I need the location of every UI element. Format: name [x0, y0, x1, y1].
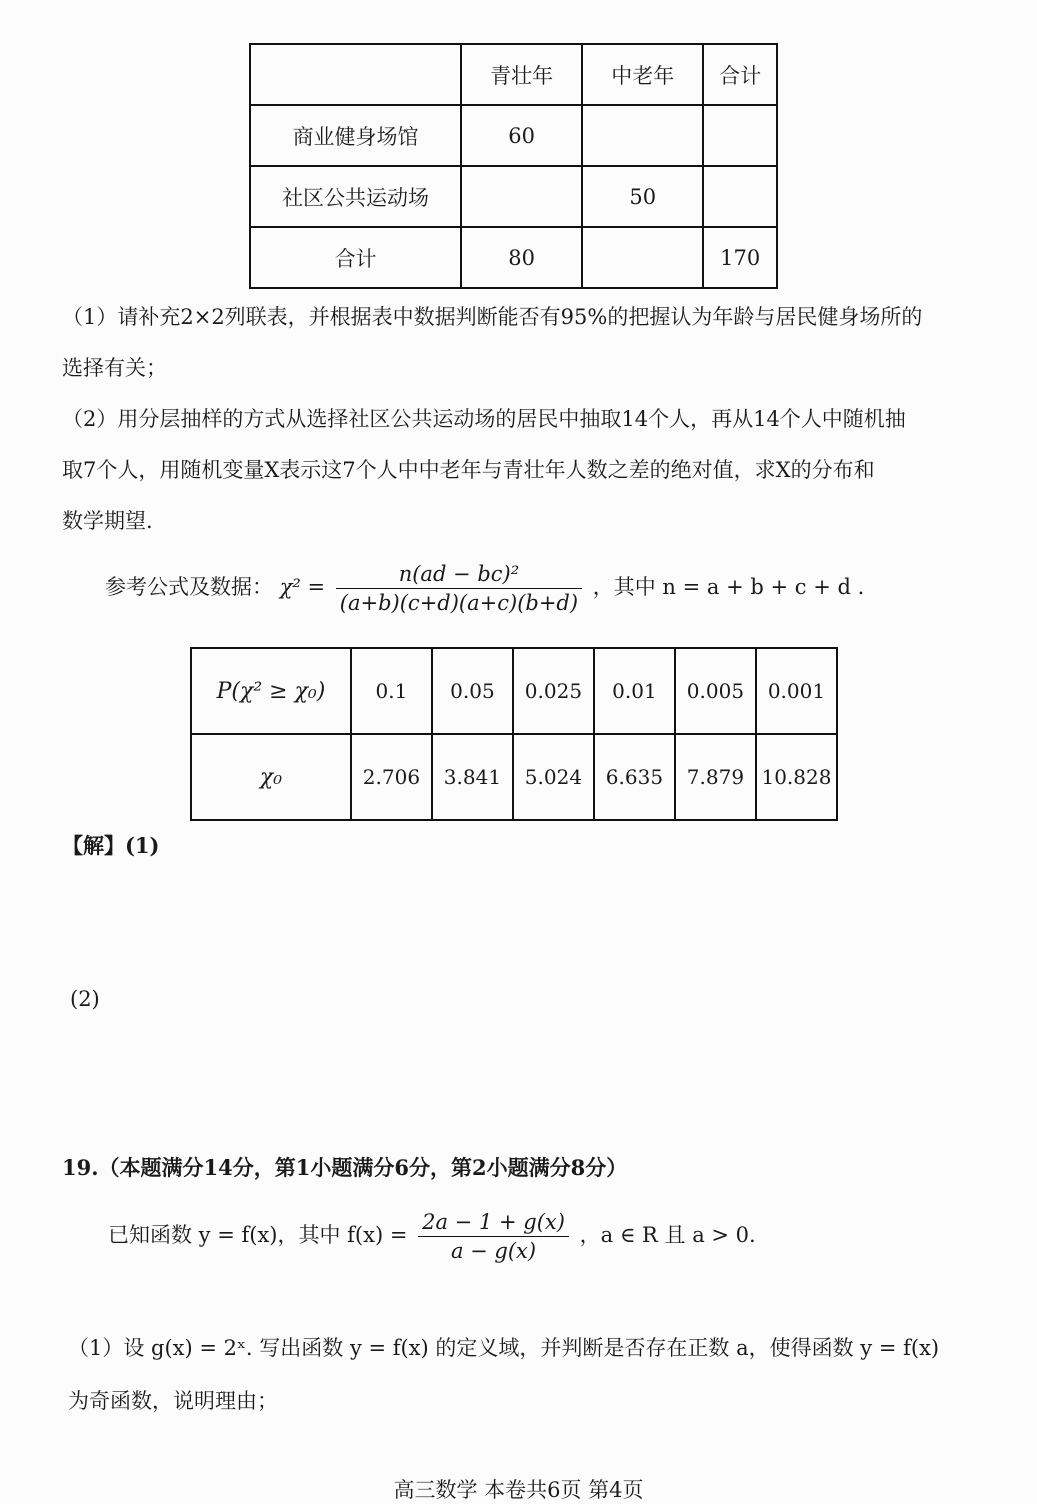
table-cell: 社区公共运动场	[250, 166, 461, 227]
table-row	[250, 166, 777, 227]
table-row	[250, 227, 777, 288]
table-cell: 6.635	[594, 734, 675, 820]
table-row	[191, 648, 837, 734]
table-cell: 0.001	[756, 648, 837, 734]
table-cell: 0.1	[351, 648, 432, 734]
function-suffix: ，a ∈ R 且 a > 0.	[579, 1223, 756, 1247]
table-cell	[582, 227, 703, 288]
table-cell	[582, 105, 703, 166]
table-cell	[461, 166, 582, 227]
question-19-part-1: （1）设 g(x) = 2ˣ. 写出函数 y = f(x) 的定义域，并判断是否存在正数 a，使得函数 y = f(x)	[68, 1336, 940, 1360]
table-header-row	[250, 44, 777, 105]
fraction-denominator: a − g(x)	[418, 1236, 569, 1263]
fraction-numerator: 2a − 1 + g(x)	[422, 1210, 565, 1234]
chi-square-fraction	[336, 562, 582, 615]
question-19-title: 19.（本题满分14分，第1小题满分6分，第2小题满分8分）	[62, 1155, 628, 1180]
chi-square-table	[190, 647, 838, 821]
table-cell: 2.706	[351, 734, 432, 820]
formula-lhs: χ² =	[279, 575, 326, 599]
table-cell: 7.879	[675, 734, 756, 820]
fraction-numerator: n(ad − bc)²	[398, 562, 520, 586]
table-cell: 60	[461, 105, 582, 166]
contingency-table	[249, 43, 778, 289]
function-definition	[108, 1210, 756, 1280]
table-row	[250, 105, 777, 166]
page-footer: 高三数学 本卷共6页 第4页	[393, 1478, 644, 1502]
table-cell	[703, 105, 777, 166]
fraction-denominator: (a+b)(c+d)(a+c)(b+d)	[336, 588, 582, 615]
reference-formula	[105, 562, 864, 632]
question-19-part-1-cont: 为奇函数，说明理由；	[68, 1389, 278, 1413]
table-cell: 合计	[250, 227, 461, 288]
question-1-text: （1）请补充2×2列联表，并根据表中数据判断能否有95%的把握认为年龄与居民健身场所的	[62, 305, 923, 329]
question-2-text: （2）用分层抽样的方式从选择社区公共运动场的居民中抽取14个人，再从14个人中随机抽	[62, 407, 906, 431]
table-cell: 商业健身场馆	[250, 105, 461, 166]
question-2-text-end: 数学期望.	[62, 509, 153, 533]
table-cell: 0.005	[675, 648, 756, 734]
formula-suffix: ，其中 n = a + b + c + d .	[592, 575, 865, 599]
solution-label-1: 【解】(1)	[62, 833, 160, 858]
table-cell: 10.828	[756, 734, 837, 820]
table-header-cell: χ₀	[191, 734, 351, 820]
function-prefix: 已知函数 y = f(x)，其中 f(x) =	[108, 1223, 408, 1247]
table-cell: 170	[703, 227, 777, 288]
question-1-text-cont: 选择有关；	[62, 356, 167, 380]
table-header-cell: 中老年	[582, 44, 703, 105]
table-header-cell: P(χ² ≥ χ₀)	[191, 648, 351, 734]
table-cell: 50	[582, 166, 703, 227]
solution-label-2: (2)	[70, 987, 100, 1011]
table-cell: 3.841	[432, 734, 513, 820]
formula-prefix: 参考公式及数据：	[105, 575, 273, 599]
function-fraction	[418, 1210, 569, 1263]
table-cell: 0.01	[594, 648, 675, 734]
table-cell: 5.024	[513, 734, 594, 820]
table-row	[191, 734, 837, 820]
table-cell: 0.025	[513, 648, 594, 734]
question-2-text-cont: 取7个人，用随机变量X表示这7个人中中老年与青壮年人数之差的绝对值，求X的分布和	[62, 458, 875, 482]
table-cell: 80	[461, 227, 582, 288]
table-cell	[703, 166, 777, 227]
table-header-cell: 合计	[703, 44, 777, 105]
table-header-cell: 青壮年	[461, 44, 582, 105]
table-header-cell	[250, 44, 461, 105]
table-cell: 0.05	[432, 648, 513, 734]
